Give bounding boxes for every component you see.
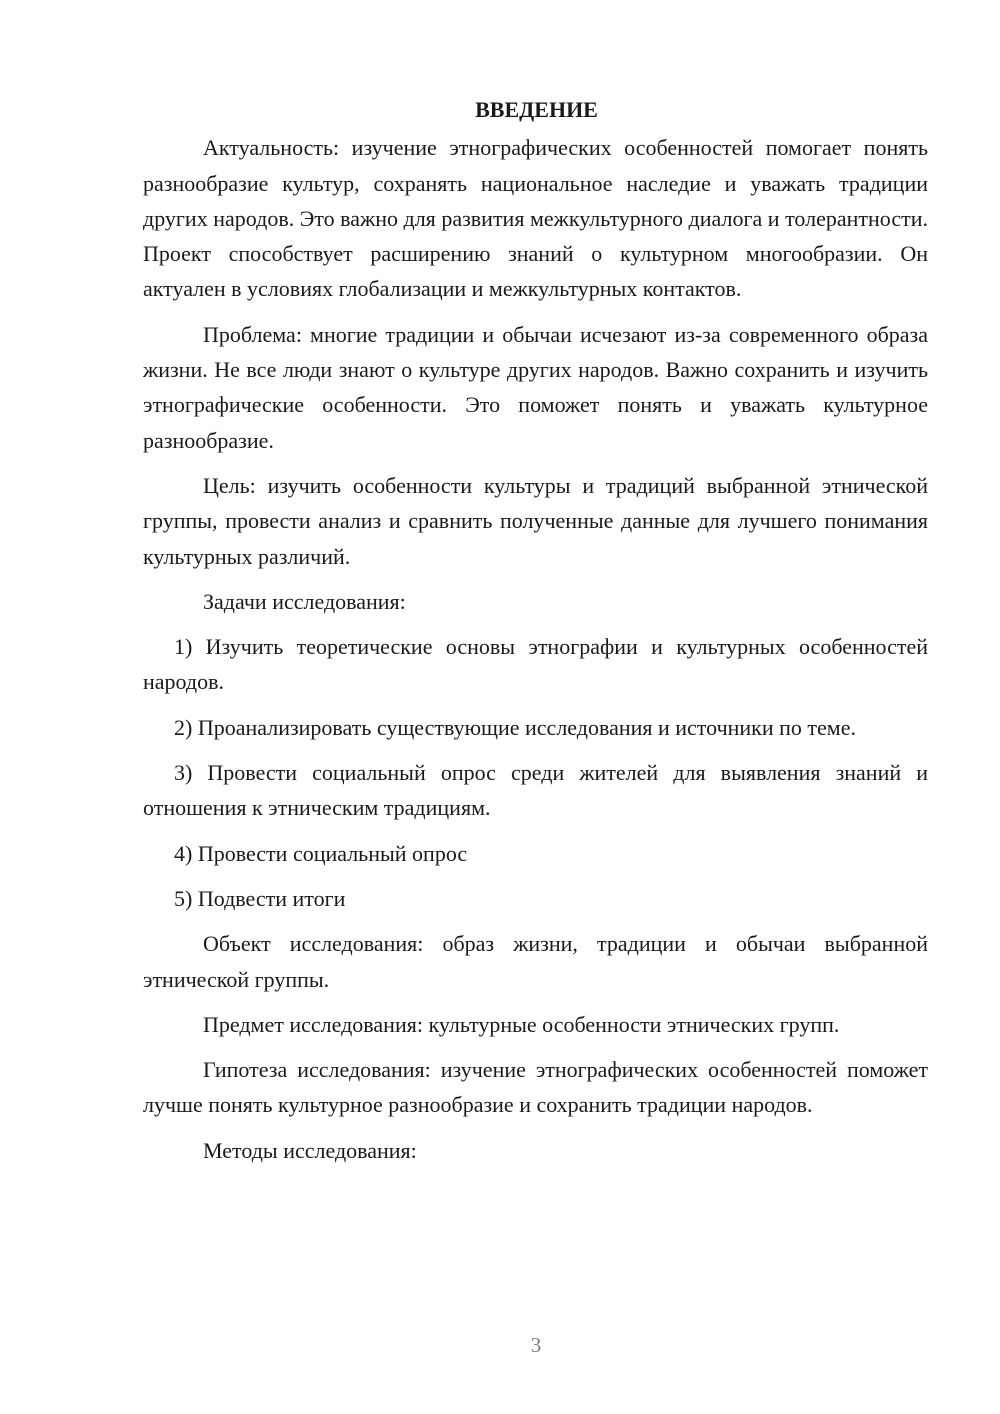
page-content — [143, 92, 928, 1178]
tasks-title: Задачи исследования: — [203, 588, 406, 614]
methods-title: Методы исследования: — [203, 1137, 417, 1163]
task-item-5: 5) Подвести итоги — [174, 885, 346, 911]
subject-paragraph: Предмет исследования: культурные особенности этнических групп. — [203, 1011, 840, 1037]
hypothesis-paragraph: Гипотеза исследования: изучение этнографических особенностей поможет лучше понять культурное разнообразие и сохранить традиции народов. — [143, 1057, 928, 1118]
page-number: 3 — [530, 1333, 542, 1357]
task-item-1: 1) Изучить теоретические основы этнографии и культурных особенностей народов. — [143, 634, 928, 695]
task-item-3: 3) Провести социальный опрос среди жителей для выявления знаний и отношения к этническим традициям. — [143, 760, 928, 821]
task-item-4: 4) Провести социальный опрос — [174, 840, 468, 866]
relevance-paragraph: Актуальность: изучение этнографических особенностей помогает понять разнообразие культур, сохранять национальное наследие и уважать традиции других народов. Это важно для развития межкультурного диалога и толерантности. Проект способствует расширению знаний о культурном многообразии. Он актуален в условиях глобализации и межкультурных контактов. — [143, 135, 928, 302]
task-item-2: 2) Проанализировать существующие исследования и источники по теме. — [174, 714, 856, 740]
problem-paragraph: Проблема: многие традиции и обычаи исчезают из-за современного образа жизни. Не все люди знают о культуре других народов. Важно сохранить и изучить этнографические особенности. Это поможет понять и уважать культурное разнообразие. — [143, 321, 928, 453]
object-paragraph: Объект исследования: образ жизни, традиции и обычаи выбранной этнической группы. — [143, 931, 928, 992]
goal-paragraph: Цель: изучить особенности культуры и традиций выбранной этнической группы, провести анализ и сравнить полученные данные для лучшего понимания культурных различий. — [143, 472, 928, 569]
section-heading: ВВЕДЕНИЕ — [475, 97, 598, 122]
